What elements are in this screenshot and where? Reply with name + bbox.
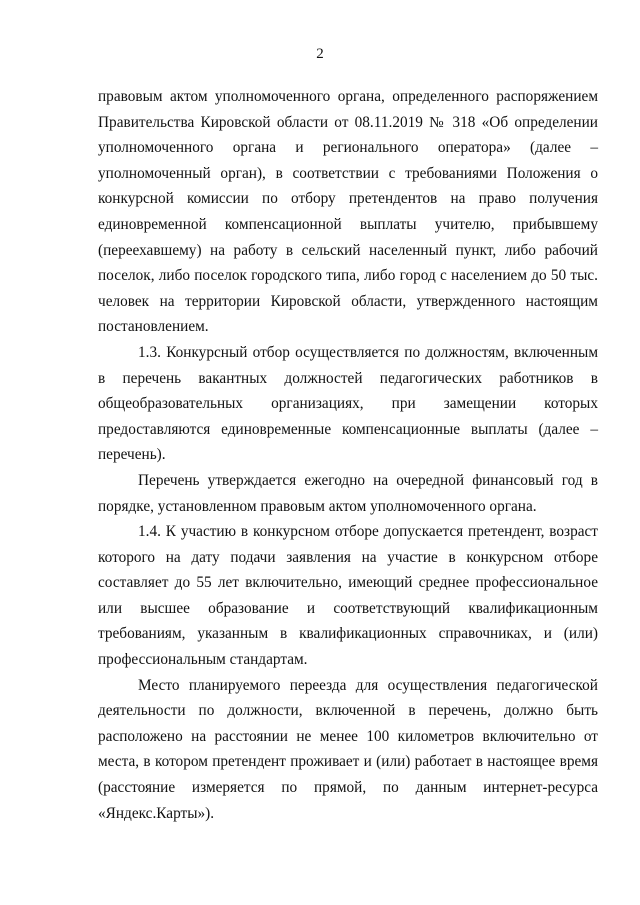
paragraph-5: Место планируемого переезда для осуществления педагогической деятельности по должности, включенной в перечень, должно быть расположено на расстоянии не менее 100 километров включительно от места, в котором претендент проживает и (или) работает в настоящее время (расстояние измеряется по прямой, по данным интернет-ресурса «Яндекс.Карты»). [98, 676, 598, 822]
paragraph-3: Перечень утверждается ежегодно на очередной финансовый год в порядке, установленном правовым актом уполномоченного органа. [98, 471, 598, 515]
paragraph-4: 1.4. К участию в конкурсном отборе допускается претендент, возраст которого на дату подачи заявления на участие в конкурсном отборе составляет до 55 лет включительно, имеющий среднее профессиональное или высшее образование и соответствующий квалификационным требованиям, указанным в квалификационных справочниках, и (или) профессиональным стандартам. [98, 523, 598, 669]
paragraph-1: правовым актом уполномоченного органа, определенного распоряжением Правительства Кировской области от 08.11.2019 № 318 «Об определении уполномоченного органа и регионального оператора» (далее – уполномоченный орган), в соответствии с требованиями Положения о конкурсной комиссии по отбору претендентов на право получения единовременной компенсационной выплаты учителю, прибывшему (переехавшему) на работу в сельский населенный пункт, либо рабочий поселок, либо поселок городского типа, либо город с населением до 50 тыс. человек на территории Кировской области, утвержденного настоящим постановлением. [98, 88, 598, 336]
document-body [98, 84, 598, 826]
paragraph-2: 1.3. Конкурсный отбор осуществляется по должностям, включенным в перечень вакантных должностей педагогических работников в общеобразовательных организациях, при замещении которых предоставляются единовременные компенсационные выплаты (далее – перечень). [98, 343, 598, 464]
page-number: 2 [316, 46, 324, 62]
